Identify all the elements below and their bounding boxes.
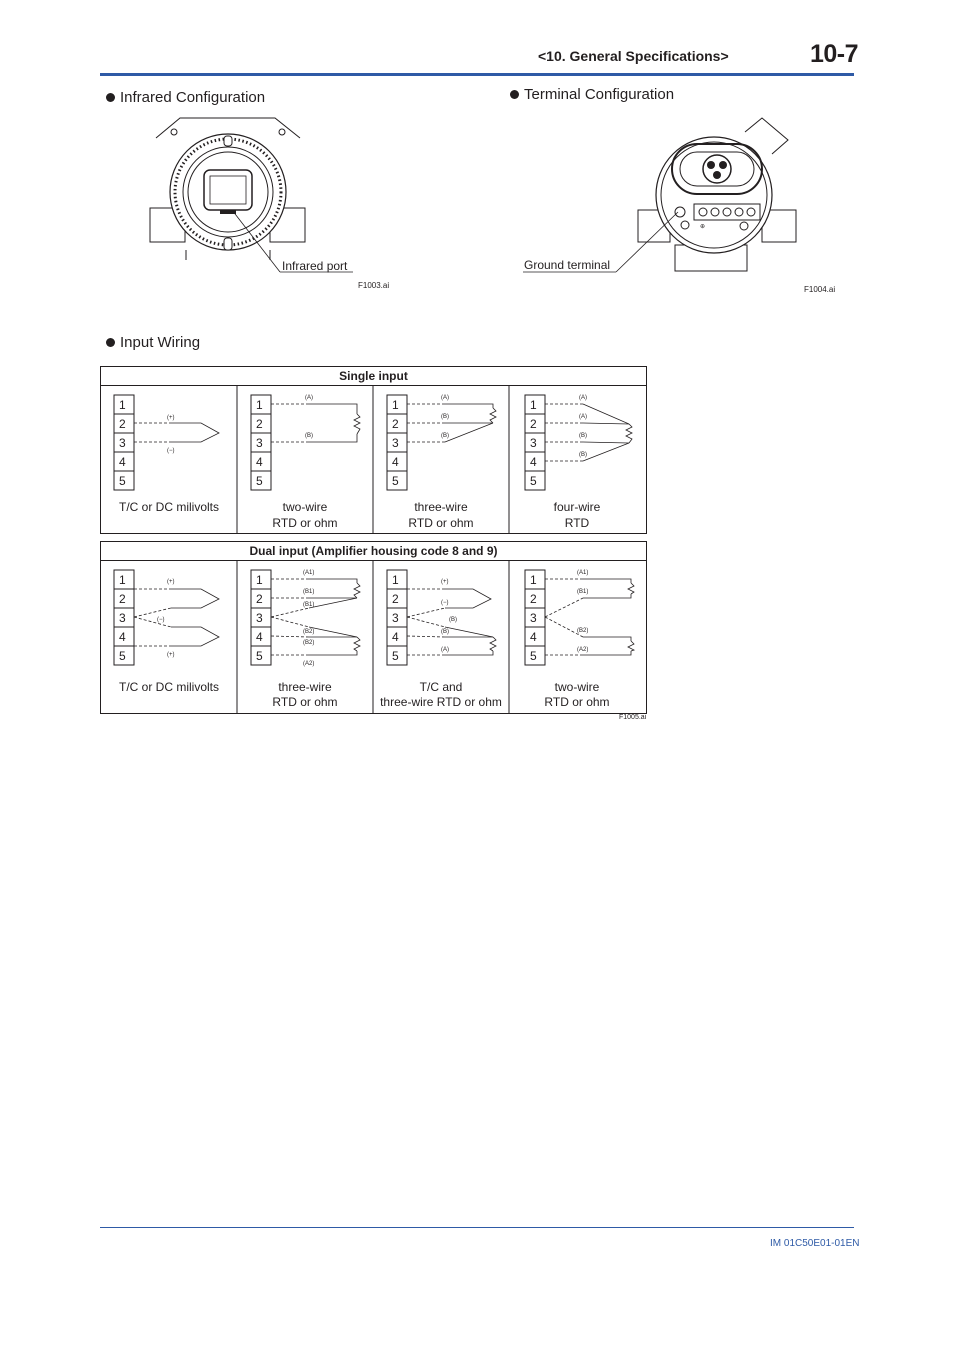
caption-rtd: RTD — [564, 516, 590, 530]
caption-three-wire-rtd: three-wire RTD or ohm — [380, 695, 502, 709]
terminal-number: 4 — [256, 630, 263, 644]
caption-rtd-ohm: RTD or ohm — [544, 695, 610, 709]
terminal-number: 4 — [256, 455, 263, 469]
bullet-icon — [510, 90, 519, 99]
caption-tc-and: T/C and — [419, 680, 463, 694]
terminal-number: 5 — [530, 474, 537, 488]
infrared-config-title: Infrared Configuration — [120, 89, 266, 106]
caption-two-wire: two-wire — [282, 500, 328, 514]
wire-label: (A1) — [577, 570, 589, 576]
infrared-diagram — [140, 110, 400, 290]
wire-label: (B2) — [303, 629, 315, 635]
terminal-config-title: Terminal Configuration — [524, 86, 675, 103]
wire-label: (B1) — [303, 589, 315, 595]
page-number: 10-7 — [810, 40, 859, 68]
terminal-number: 3 — [392, 611, 399, 625]
fig-id-f1003: F1003.ai — [358, 281, 390, 290]
wire-label: (B) — [579, 433, 587, 439]
terminal-number: 2 — [119, 592, 126, 606]
bullet-icon — [106, 338, 115, 347]
caption-three-wire: three-wire — [278, 680, 332, 694]
caption-rtd-ohm: RTD or ohm — [272, 516, 338, 530]
wire-label: (+) — [441, 579, 449, 585]
wire-label: (B) — [441, 629, 449, 635]
dual-input-title: Dual input (Amplifier housing code 8 and 9) — [101, 542, 646, 561]
wire-label: (A) — [441, 647, 449, 653]
terminal-number: 1 — [392, 573, 399, 587]
dual-input-table — [100, 541, 647, 714]
wire-label: (A1) — [303, 570, 315, 576]
terminal-block — [114, 395, 545, 490]
wire-label: (−) — [167, 448, 175, 454]
terminal-number: 1 — [119, 398, 126, 412]
terminal-number: 4 — [119, 455, 126, 469]
terminal-number: 3 — [530, 611, 537, 625]
caption-rtd-ohm: RTD or ohm — [408, 516, 474, 530]
terminal-number: 4 — [392, 630, 399, 644]
single-input-table — [100, 366, 647, 534]
caption-two-wire: two-wire — [554, 680, 600, 694]
terminal-diagram — [520, 110, 850, 295]
terminal-number: 1 — [392, 398, 399, 412]
terminal-number: 5 — [119, 649, 126, 663]
fig-id-f1004: F1004.ai — [804, 285, 836, 294]
fig-id-f1005: F1005.ai — [619, 714, 647, 721]
terminal-number: 2 — [392, 417, 399, 431]
terminal-number: 2 — [530, 417, 537, 431]
wire-label: (A) — [579, 395, 587, 401]
input-wiring-heading — [106, 334, 200, 351]
caption-three-wire: three-wire — [414, 500, 468, 514]
header-rule — [100, 73, 854, 76]
wire-label: (B1) — [577, 589, 589, 595]
terminal-number: 3 — [256, 436, 263, 450]
terminal-number: 4 — [392, 455, 399, 469]
terminal-number: 2 — [256, 417, 263, 431]
terminal-number: 5 — [256, 649, 263, 663]
wire-label: (B) — [579, 452, 587, 458]
terminal-number: 5 — [119, 474, 126, 488]
terminal-number: 5 — [530, 649, 537, 663]
terminal-number: 3 — [392, 436, 399, 450]
terminal-number: 5 — [392, 649, 399, 663]
infrared-port-label: Infrared port — [282, 259, 348, 273]
caption-rtd-ohm: RTD or ohm — [272, 695, 338, 709]
terminal-number: 3 — [256, 611, 263, 625]
wire-label: (B) — [441, 414, 449, 420]
wire-label: (A) — [441, 395, 449, 401]
caption-tc-mv: T/C or DC milivolts — [118, 500, 220, 514]
terminal-number: 1 — [530, 398, 537, 412]
wire-label: (B2) — [303, 640, 315, 646]
wire-label: (B) — [305, 433, 313, 439]
terminal-number: 3 — [119, 611, 126, 625]
terminal-number: 1 — [119, 573, 126, 587]
terminal-number: 2 — [256, 592, 263, 606]
terminal-number: 2 — [119, 417, 126, 431]
wire-label: (+) — [167, 579, 175, 585]
input-wiring-title: Input Wiring — [120, 334, 201, 351]
wire-label: (A2) — [577, 647, 589, 653]
caption-tc-mv: T/C or DC milivolts — [118, 680, 220, 694]
terminal-number: 1 — [256, 573, 263, 587]
single-input-diagrams — [101, 386, 646, 534]
wire-label: (B) — [449, 617, 457, 623]
terminal-number: 2 — [530, 592, 537, 606]
wire-label: (A) — [305, 395, 313, 401]
terminal-number: 1 — [256, 398, 263, 412]
svg-text:⊕: ⊕ — [700, 224, 706, 230]
wire-label: (+) — [167, 652, 175, 658]
wire-label: (−) — [441, 600, 449, 606]
wire-label: (−) — [157, 617, 165, 623]
wire-label: (+) — [167, 415, 175, 421]
terminal-number: 3 — [530, 436, 537, 450]
infrared-config-heading — [106, 89, 265, 106]
wire-label: (B) — [441, 433, 449, 439]
caption-four-wire: four-wire — [553, 500, 601, 514]
wire-label: (A) — [579, 414, 587, 420]
ground-terminal-label: Ground terminal — [524, 258, 611, 272]
terminal-number: 2 — [392, 592, 399, 606]
wire-label: (B1) — [303, 602, 315, 608]
terminal-number: 4 — [530, 455, 537, 469]
terminal-config-heading — [510, 86, 674, 103]
terminal-number: 3 — [119, 436, 126, 450]
terminal-number: 1 — [530, 573, 537, 587]
terminal-number: 5 — [256, 474, 263, 488]
wire-label: (B2) — [577, 628, 589, 634]
footer-rule — [100, 1227, 854, 1228]
bullet-icon — [106, 93, 115, 102]
wire-label: (A2) — [303, 661, 315, 667]
section-header: <10. General Specifications> — [538, 48, 729, 64]
terminal-number: 4 — [530, 630, 537, 644]
terminal-number: 5 — [392, 474, 399, 488]
single-input-title: Single input — [101, 367, 646, 386]
terminal-block — [114, 570, 545, 665]
dual-input-diagrams — [101, 561, 646, 714]
terminal-number: 4 — [119, 630, 126, 644]
document-id: IM 01C50E01-01EN — [770, 1238, 860, 1249]
